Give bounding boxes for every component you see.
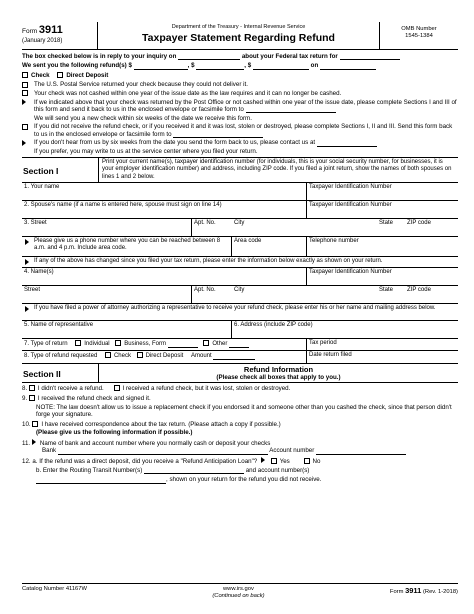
returned-checkbox[interactable] (22, 82, 28, 88)
changed-note: If any of the above has changed since you filed your tax return, please enter the information below exactly as shown on your return. (22, 257, 458, 267)
no-checkbox[interactable] (304, 458, 310, 464)
arrow-icon (32, 439, 36, 445)
routing-field[interactable] (144, 468, 244, 474)
tax-period-field[interactable]: Tax period (309, 340, 337, 347)
row-type-return (22, 339, 458, 351)
option-not-cashed: Your check was not cashed within one year of the issue date as the law requires and it can no longer be cashed. (22, 90, 458, 97)
apt-2-field[interactable]: Apt. No. (194, 287, 216, 294)
account-number-field[interactable] (36, 478, 166, 484)
option-contact: If you don't hear from us by six weeks from the date you send the form back to us, please contact us at (22, 139, 458, 146)
city-2-field[interactable]: City (234, 287, 245, 294)
direct-deposit-checkbox[interactable] (57, 72, 63, 78)
other-type-field[interactable] (229, 342, 249, 348)
row-spouse (22, 201, 458, 219)
footer-center (212, 586, 264, 600)
not-cashed-checkbox[interactable] (22, 90, 28, 96)
lost-check-checkbox[interactable] (114, 385, 120, 391)
your-name-field[interactable]: 1. Your name (22, 183, 307, 200)
business-checkbox[interactable] (115, 340, 121, 346)
bank-field[interactable] (58, 449, 268, 455)
q10-line: 10. I have received correspondence about the tax return. (Please attach a copy if possible.) (22, 420, 281, 428)
street-2-field[interactable]: Street (22, 286, 192, 303)
department: Department of the Treasury - Internal Revenue Service (171, 24, 306, 30)
row-name (22, 183, 458, 201)
fax-field-1[interactable] (246, 107, 336, 113)
inquiry-date-field[interactable] (178, 54, 240, 60)
arrow-icon (25, 239, 29, 245)
refund-amount-2-field[interactable] (196, 64, 244, 70)
form-header (22, 22, 458, 50)
section-1-desc: Print your current name(s), taxpayer identification number (for individuals, this is your social security number, for businesses, it is your employer identification number) and address, including ZIP code. If you filed a joint return, show the names of both spouses on lines 1 and 2 below. (98, 158, 458, 183)
row-poa-note (22, 304, 458, 321)
phone-note: Please give us a phone number where you can be reached between 8 a.m. and 4 p.m. Include area code. (22, 237, 232, 256)
bank-line: Bank Account number (22, 447, 458, 454)
refund-method-line: Check Direct Deposit (22, 72, 458, 79)
refund-deposit-checkbox[interactable] (137, 352, 143, 358)
form-number: 3911 (38, 24, 63, 36)
check-checkbox[interactable] (22, 72, 28, 78)
row-representative (22, 321, 458, 339)
form-footer (22, 583, 458, 600)
apt-field[interactable]: Apt. No. (194, 220, 216, 227)
options-list (22, 81, 458, 155)
row-street (22, 219, 458, 237)
note: NOTE: The law doesn't allow us to issue a replacement check if you endorsed it and someone other than you cashed the check, since that person didn't forge your signature. (36, 403, 452, 419)
form-word: Form (22, 28, 38, 35)
contact-field[interactable] (317, 141, 377, 147)
correspondence-checkbox[interactable] (32, 421, 38, 427)
section-1-header (22, 157, 458, 184)
form-date: (January 2018) (22, 38, 63, 45)
zip-field[interactable]: ZIP code (407, 220, 431, 227)
row-street-2 (22, 286, 458, 304)
arrow-icon (22, 140, 26, 146)
poa-note: If you have filed a power of attorney authorizing a representative to receive your refund check, please enter his or her name and mailing address below. (22, 304, 458, 320)
account-field[interactable] (316, 449, 406, 455)
row-phone (22, 237, 458, 257)
not-received-checkbox[interactable] (22, 124, 28, 130)
section-2-header (22, 363, 458, 383)
section-2-heading-block (98, 364, 458, 382)
option-write: If you prefer, you may write to us at the service center where you filed your return. (34, 147, 258, 155)
rep-address-field[interactable]: 6. Address (include ZIP code) (234, 322, 313, 329)
q12b-line: b. Enter the Routing Transit Number(s) and account number(s) (36, 467, 310, 474)
names-tin-field[interactable]: Taxpayer Identification Number (309, 269, 392, 276)
q11-line: 11. Name of bank and account number where you normally cash or deposit your checks (22, 439, 271, 447)
section-2-heading: Refund Information (243, 365, 314, 375)
representative-field[interactable]: 5. Name of representative (22, 321, 232, 338)
no-refund-checkbox[interactable] (29, 385, 35, 391)
row-changed-note (22, 257, 458, 268)
refund-amount-3-field[interactable] (253, 64, 309, 70)
other-checkbox[interactable] (203, 340, 209, 346)
spouse-name-field[interactable]: 2. Spouse's name (if a name is entered here, spouse must sign on line 14) (22, 201, 307, 218)
q9-line: 9. I received the refund check and signed it. (22, 394, 151, 402)
omb-block (380, 22, 458, 49)
option-new-check: We will send you a new check within six weeks of the date we receive this form. (34, 114, 252, 122)
state-field[interactable]: State (379, 220, 394, 227)
form-type-field[interactable] (168, 342, 198, 348)
tin-field[interactable]: Taxpayer Identification Number (309, 184, 392, 191)
yes-checkbox[interactable] (271, 458, 277, 464)
section-2-sub: (Please check all boxes that apply to you.) (216, 374, 341, 382)
individual-checkbox[interactable] (75, 340, 81, 346)
q12a-line: 12. a. If the refund was a direct deposit, did you receive a "Refund Anticipation Loan"? Yes No (22, 457, 321, 465)
type-return-group: 7. Type of return Individual Business, Form Other (22, 339, 307, 350)
fax-field-2[interactable] (173, 132, 263, 138)
form-id-block (22, 22, 98, 49)
option-instructions-1: If we indicated above that your check was returned by the Post Office or not cashed within one year of the issue date, please complete Sections I and III of this form and send it back to us in the enclosed envelope or facsimile form to (22, 99, 458, 114)
names-field[interactable]: 4. Name(s) (22, 268, 307, 285)
section-2-title: Section II (23, 369, 61, 380)
refund-date-field[interactable] (320, 64, 376, 70)
row-names (22, 268, 458, 286)
arrow-icon (25, 306, 29, 312)
zip-2-field[interactable]: ZIP code (407, 287, 431, 294)
q12b-line-2: , shown on your return for the refund you did not receive. (22, 476, 458, 483)
q10-sub: (Please give us the following information if possible.) (36, 429, 193, 437)
form-title: Taxpayer Statement Regarding Refund (142, 31, 335, 44)
amount-field[interactable] (213, 354, 255, 360)
arrow-icon (25, 259, 29, 265)
continued-note: (Continued on back) (212, 592, 265, 599)
refund-check-checkbox[interactable] (105, 352, 111, 358)
city-field[interactable]: City (234, 220, 245, 227)
option-returned: The U.S. Postal Service returned your check because they could not deliver it. (22, 81, 458, 88)
street-field[interactable]: 3. Street (22, 219, 192, 236)
intro-line-1: The box checked below is in reply to your inquiry on about your Federal tax return for (22, 53, 458, 60)
telephone-field[interactable]: Telephone number (309, 238, 359, 245)
date-filed-field[interactable]: Date return filed (309, 352, 352, 359)
q8-line: 8. I didn't receive a refund. I received a refund check, but it was lost, stolen or destroyed. (22, 385, 291, 393)
row-type-refund (22, 351, 458, 363)
tax-year-field[interactable] (340, 54, 400, 60)
footer-form-id: Form 3911 (Rev. 1-2018) (389, 586, 458, 595)
section-1-title: Section I (23, 165, 59, 176)
area-code-field[interactable]: Area code (232, 237, 307, 256)
refund-amount-1-field[interactable] (134, 64, 188, 70)
intro-line-2: We sent you the following refund(s) $ , $ , $ on (22, 62, 458, 69)
form-title-block (98, 22, 380, 49)
catalog-number: Catalog Number 41167W (22, 586, 87, 592)
arrow-icon (22, 99, 26, 105)
form-page (22, 22, 458, 600)
state-2-field[interactable]: State (379, 287, 394, 294)
irs-site-link[interactable]: www.irs.gov (222, 586, 254, 592)
signed-checkbox[interactable] (29, 395, 35, 401)
omb-number: 1545-1384 (405, 32, 433, 39)
option-not-received: If you did not receive the refund check, or if you received it and it was lost, stolen or destroyed, please complete Sections I, II and III. Send this form back to us in the enclosed envelope or facsimile form to (22, 123, 458, 138)
spouse-tin-field[interactable]: Taxpayer Identification Number (309, 202, 392, 209)
arrow-icon (261, 457, 265, 463)
omb-label: OMB Number (401, 26, 437, 32)
type-refund-group: 8. Type of refund requested Check Direct Deposit Amount (22, 351, 307, 363)
section-2-body (22, 385, 458, 484)
footer-form-number: 3911 (405, 586, 422, 595)
